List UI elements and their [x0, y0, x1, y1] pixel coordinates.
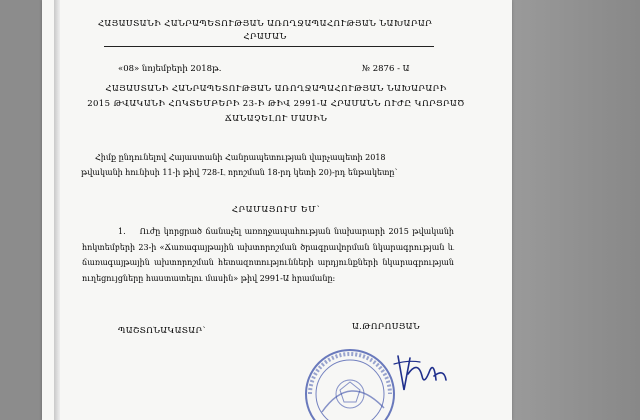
decree-heading: ՀՐԱՄԱՅՈՒՄ ԵՄ՝: [231, 205, 321, 215]
signer-name: Ա.ԹՈՐՈՍՅԱՆ: [352, 322, 420, 332]
order-title-line1: ՀԱՅԱՍՏԱՆԻ ՀԱՆՐԱՊԵՏՈՒԹՅԱՆ ԱՌՈՂՋԱՊԱՀՈՒԹՅԱՆ ՆԱԽԱՐԱՐԻ: [105, 84, 447, 94]
scan-background-right: [512, 0, 640, 420]
order-word: ՀՐԱՄԱՆ: [243, 32, 287, 42]
order-title: [80, 82, 472, 127]
order-number: № 2876 - Ա: [362, 64, 410, 74]
order-title-line3: ՃԱՆԱՉԵԼՈՒ ՄԱՍԻՆ: [224, 114, 328, 124]
item-text: Ուժը կորցրած ճանաչել առողջապահության նախարարի 2015 թվականի հոկտեմբերի 23-ի «Ճառագայթային ախտորոշման ծրագրավորման նկարագրության և ճառագայթային ախտորոշման հետազոտությունների արդյունքների նկարագրության ուղեցույցները հաստատելու մասին» թիվ 2991-Ա հրամանը:: [82, 227, 454, 283]
official-seal: [300, 342, 400, 420]
ministry-name: ՀԱՅԱՍՏԱՆԻ ՀԱՆՐԱՊԵՏՈՒԹՅԱՆ ԱՌՈՂՋԱՊԱՀՈՒԹՅԱՆ ՆԱԽԱՐԱՐ: [97, 19, 433, 29]
order-date: «08» նոյեմբերի 2018թ.: [118, 64, 222, 74]
basis-line1: Հիմք ընդունելով Հայաստանի Հանրապետության վարչապետի 2018: [95, 153, 386, 162]
handwritten-signature: [390, 350, 450, 400]
item-number: 1.: [118, 227, 126, 236]
order-title-line2: 2015 ԹՎԱԿԱՆԻ ՀՈԿՏԵՄԲԵՐԻ 23-Ի ԹԻՎ 2991-Ա ՀՐԱՄԱՆՆ ՈՒԺԸ ԿՈՐՑՐԱԾ: [87, 99, 465, 109]
basis-paragraph: [81, 150, 453, 180]
order-item-1: [82, 224, 454, 286]
signer-title: ՊԱՇՏՈՆԱԿԱՏԱՐ՝: [118, 326, 206, 336]
scan-edge-shadow: [54, 0, 60, 420]
basis-line2: թվականի հունիսի 11-ի թիվ 728-Լ որոշման 18-րդ կետի 20)-րդ ենթակետը՝: [81, 168, 398, 177]
ministry-header: [80, 18, 450, 44]
header-rule: [104, 46, 434, 47]
